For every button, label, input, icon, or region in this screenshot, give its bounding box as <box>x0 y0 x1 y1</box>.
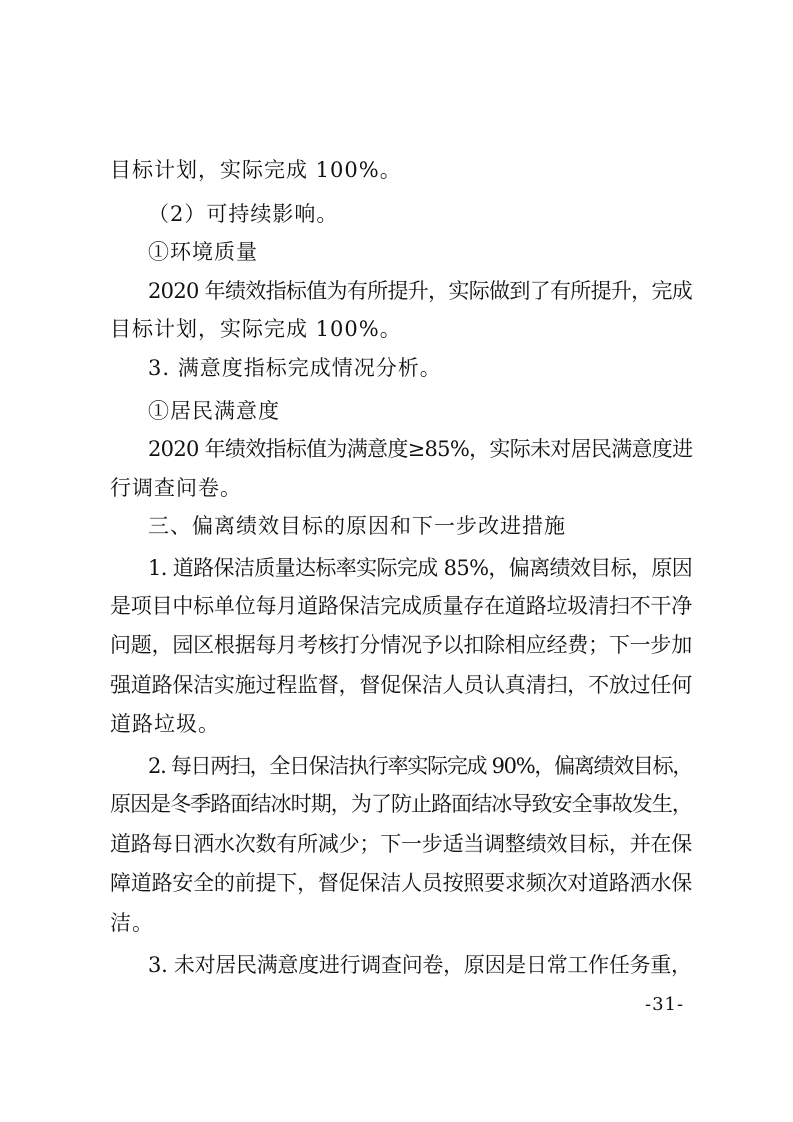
text-line-6: 3. 满意度指标完成情况分析。 <box>148 356 442 380</box>
text-line-16: 2. 每日两扫，全日保洁执行率实际完成 90%，偏离绩效目标， <box>148 754 693 778</box>
page-number: -31- <box>645 994 685 1015</box>
text-line-7: ①居民满意度 <box>148 399 280 423</box>
text-line-21: 3. 未对居民满意度进行调查问卷，原因是日常工作任务重， <box>148 953 692 977</box>
text-line-9: 行调查问卷。 <box>110 476 242 500</box>
text-line-12: 是项目中标单位每月道路保洁完成质量存在道路垃圾清扫不干净 <box>110 594 692 618</box>
text-line-18: 道路每日洒水次数有所减少；下一步适当调整绩效目标，并在保 <box>110 832 692 856</box>
text-line-5: 目标计划，实际完成 100%。 <box>110 317 402 341</box>
text-line-11: 1. 道路保洁质量达标率实际完成 85%，偏离绩效目标，原因 <box>148 556 693 580</box>
text-line-19: 障道路安全的前提下，督促保洁人员按照要求频次对道路洒水保 <box>110 871 692 895</box>
text-line-17: 原因是冬季路面结冰时期，为了防止路面结冰导致安全事故发生， <box>110 792 692 816</box>
text-line-3: ①环境质量 <box>148 240 258 264</box>
text-line-2: （2）可持续影响。 <box>148 202 339 226</box>
text-line-4: 2020 年绩效指标值为有所提升，实际做到了有所提升，完成 <box>148 279 693 303</box>
text-line-8: 2020 年绩效指标值为满意度≥85%，实际未对居民满意度进 <box>148 437 693 461</box>
text-line-13: 问题，园区根据每月考核打分情况予以扣除相应经费；下一步加 <box>110 633 692 657</box>
text-line-1: 目标计划，实际完成 100%。 <box>110 158 402 182</box>
section-heading: 三、偏离绩效目标的原因和下一步改进措施 <box>148 514 566 538</box>
text-line-14: 强道路保洁实施过程监督，督促保洁人员认真清扫，不放过任何 <box>110 673 692 697</box>
text-line-20: 洁。 <box>110 911 154 935</box>
text-line-15: 道路垃圾。 <box>110 712 220 736</box>
